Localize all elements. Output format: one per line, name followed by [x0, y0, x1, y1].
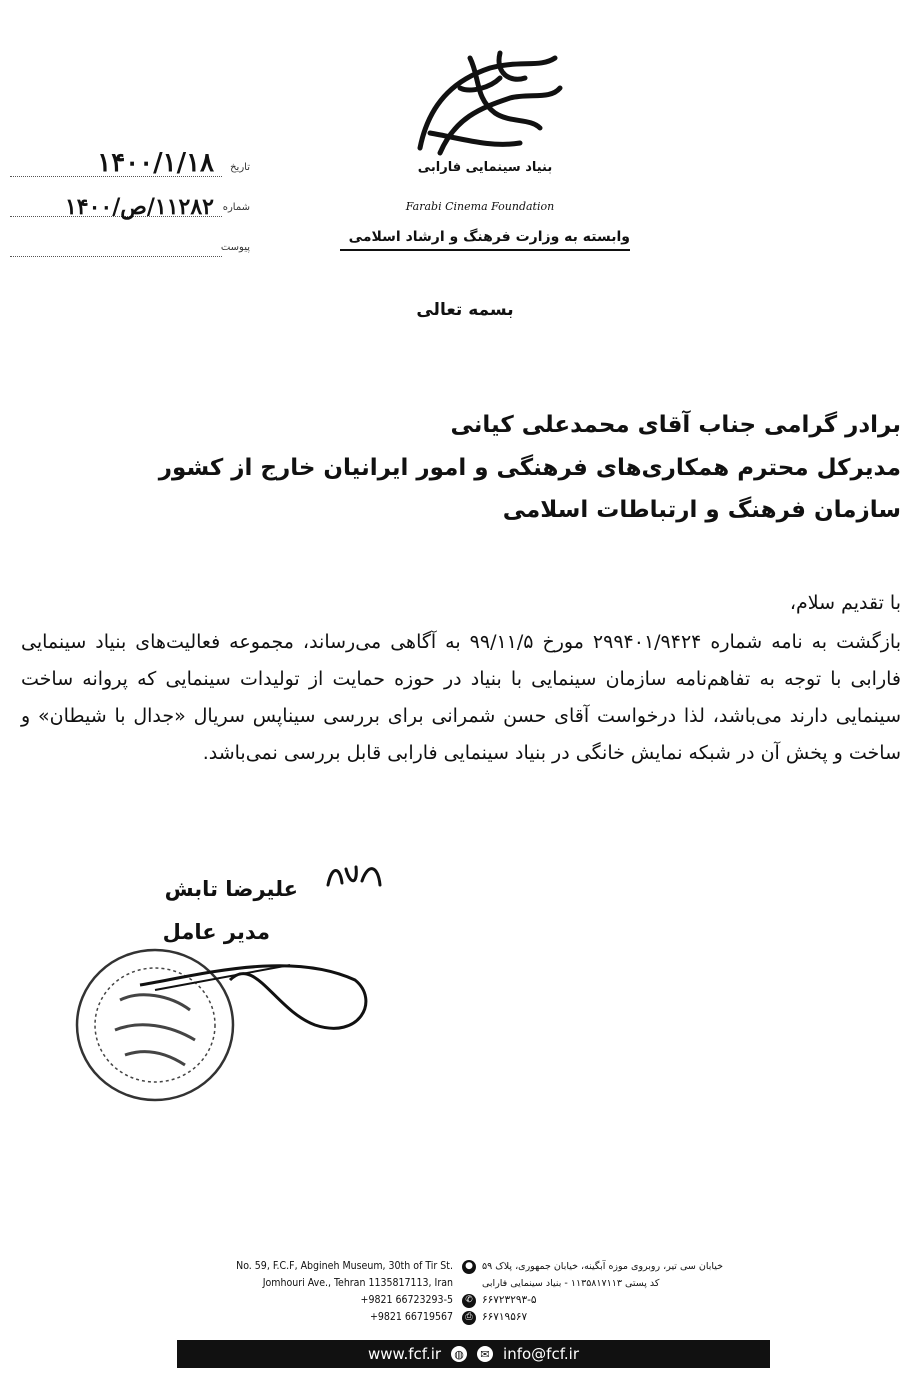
footer-fa-address-row-2 — [462, 1275, 762, 1292]
attachment-label: پیوست — [220, 242, 250, 253]
globe-icon: ◍ — [451, 1346, 467, 1362]
website-link[interactable]: www.fcf.ir — [368, 1345, 442, 1363]
footer-persian-contact — [462, 1258, 762, 1326]
footer-web-bar — [177, 1340, 770, 1368]
signer-title: مدیر عامل — [162, 920, 270, 944]
footer-en-phone-1: +9821 66723293-5 — [360, 1294, 453, 1306]
greeting: با تقدیم سلام، — [789, 592, 901, 614]
email-icon: ✉ — [477, 1346, 493, 1362]
addressee-line-1: برادر گرامی جناب آقای محمدعلی کیانی — [450, 412, 901, 438]
footer-fa-phone-1: ۶۶۷۲۳۲۹۳-۵ — [482, 1294, 537, 1306]
logo-latin-name: Farabi Cinema Foundation — [405, 200, 555, 213]
footer-en-phone-2: +9821 66719567 — [369, 1311, 453, 1323]
attachment-line — [10, 256, 222, 257]
date-label: تاریخ — [230, 162, 250, 173]
logo-caption: بنیاد سینمایی فارابی — [417, 160, 553, 175]
ministry-affiliation: وابسته به وزارت فرهنگ و ارشاد اسلامی — [340, 229, 630, 251]
number-row — [10, 190, 250, 220]
email-link[interactable]: info@fcf.ir — [503, 1345, 579, 1363]
signer-name: علیرضا تابش — [164, 877, 298, 901]
letter-body: بازگشت به نامه شماره ۲۹۹۴۰۱/۹۴۲۴ مورخ ۹۹/۱۱/۵ به آگاهی می‌رساند، مجموعه فعالیت‌های بنیاد سینمایی فارابی با توجه به تفاهم‌نامه سازمان سینمایی با بنیاد در حوزه حمایت از تولیدات سینمایی که پروانه ساخت سینمایی دارند می‌باشد، لذا درخواست آقای حسن شمرانی برای بررسی سیناپس سریال «جدال با شیطان» و ساخت و پخش آن در شبکه نمایش خانگی در بنیاد سینمایی فارابی قابل بررسی نمی‌باشد. — [21, 631, 901, 764]
bismillah-heading: بسمه تعالی — [416, 300, 514, 320]
footer-fa-phone-2: ۶۶۷۱۹۵۶۷ — [482, 1311, 528, 1323]
footer-fa-phone-row-2 — [462, 1309, 762, 1326]
footer-en-address-2: Jomhouri Ave., Tehran 1135817113, Iran — [262, 1277, 453, 1289]
handwritten-note-icon — [320, 855, 390, 895]
number-label: شماره — [222, 202, 250, 213]
location-icon: ● — [462, 1260, 476, 1274]
letter-meta — [10, 150, 250, 260]
footer-en-address-1: No. 59, F.C.F, Abgineh Museum, 30th of Tir St. — [236, 1260, 453, 1272]
number-value: ۱۱۲۸۲/ص/۱۴۰۰ — [64, 194, 214, 220]
date-value: ۱۴۰۰/۱/۱۸ — [97, 148, 214, 178]
addressee-line-2: مدیرکل محترم همکاری‌های فرهنگی و امور ایرانیان خارج از کشور — [158, 455, 901, 481]
footer-fa-phone-row-1 — [462, 1292, 762, 1309]
attachment-row — [10, 230, 250, 260]
fax-icon: ⎙ — [462, 1311, 476, 1325]
addressee-line-3: سازمان فرهنگ و ارتباطات اسلامی — [502, 497, 901, 523]
official-stamp-icon — [60, 930, 380, 1130]
date-row — [10, 150, 250, 180]
footer-fa-address-2: کد پستی ۱۱۳۵۸۱۷۱۱۳ - بنیاد سینمایی فارابی — [482, 1278, 660, 1289]
footer-fa-address-row — [462, 1258, 762, 1275]
phone-icon: ✆ — [462, 1294, 476, 1308]
footer-fa-address-1: خیابان سی تیر، روبروی موزه آبگینه، خیابان جمهوری، پلاک ۵۹ — [482, 1261, 724, 1272]
footer-english-contact — [188, 1258, 453, 1326]
